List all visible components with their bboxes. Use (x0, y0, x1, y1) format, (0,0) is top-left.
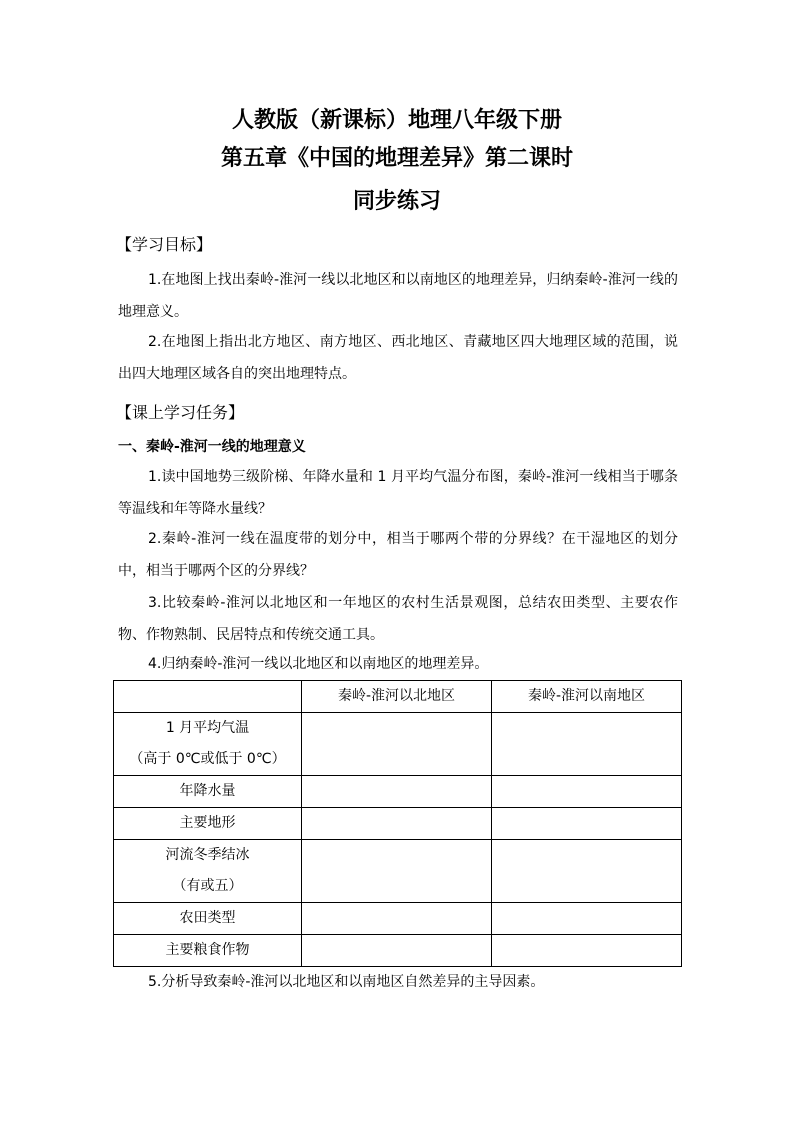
objective-2: 2.在地图上指出北方地区、南方地区、西北地区、青藏地区四大地理区域的范围，说出四大地理区域各自的突出地理特点。 (118, 334, 678, 382)
row-label-precipitation: 年降水量 (114, 776, 302, 808)
row-label-landform: 主要地形 (114, 808, 302, 840)
answer-cell[interactable] (302, 713, 492, 776)
section-heading: 一、秦岭-淮河一线的地理意义 (118, 439, 306, 455)
doc-title-line1: 人教版（新课标）地理八年级下册 (231, 108, 562, 133)
table-row (114, 808, 682, 840)
row-label-line: 河流冬季结冰 (165, 847, 250, 863)
table-row (114, 776, 682, 808)
table-corner-cell (114, 681, 302, 713)
row-label-river-ice (114, 840, 302, 903)
row-label-farmland: 农田类型 (114, 903, 302, 935)
column-header-north: 秦岭-淮河以北地区 (302, 681, 492, 713)
objective-1: 1.在地图上找出秦岭-淮河一线以北地区和以南地区的地理差异，归纳秦岭-淮河一线的地理意义。 (118, 272, 678, 320)
row-label-crops: 主要粮食作物 (114, 935, 302, 967)
doc-title-line3: 同步练习 (352, 189, 441, 214)
table-header-row (114, 681, 682, 713)
row-label-line: （高于 0℃或低于 0℃） (129, 751, 286, 767)
row-label-january-temp (114, 713, 302, 776)
tasks-heading: 【课上学习任务】 (116, 403, 245, 422)
question-3: 3.比较秦岭-淮河以北地区和一年地区的农村生活景观图，总结农田类型、主要农作物、作物熟制、民居特点和传统交通工具。 (118, 595, 678, 643)
doc-title-line2: 第五章《中国的地理差异》第二课时 (220, 146, 573, 171)
answer-cell[interactable] (492, 808, 682, 840)
question-4: 4.归纳秦岭-淮河一线以北地区和以南地区的地理差异。 (148, 656, 489, 672)
question-5: 5.分析导致秦岭-淮河以北地区和以南地区自然差异的主导因素。 (148, 974, 545, 990)
table-row (114, 903, 682, 935)
comparison-table (113, 680, 682, 967)
answer-cell[interactable] (302, 840, 492, 903)
answer-cell[interactable] (492, 776, 682, 808)
answer-cell[interactable] (492, 713, 682, 776)
answer-cell[interactable] (492, 935, 682, 967)
row-label-line: 1 月平均气温 (165, 720, 250, 736)
answer-cell[interactable] (492, 840, 682, 903)
answer-cell[interactable] (302, 903, 492, 935)
column-header-south: 秦岭-淮河以南地区 (492, 681, 682, 713)
answer-cell[interactable] (302, 776, 492, 808)
answer-cell[interactable] (492, 903, 682, 935)
table-row (114, 840, 682, 903)
question-1: 1.读中国地势三级阶梯、年降水量和 1 月平均气温分布图，秦岭-淮河一线相当于哪条等温线和年等降水量线？ (118, 469, 678, 517)
answer-cell[interactable] (302, 935, 492, 967)
question-2: 2.秦岭-淮河一线在温度带的划分中，相当于哪两个带的分界线？在干湿地区的划分中，相当于哪两个区的分界线？ (118, 531, 678, 579)
objectives-heading: 【学习目标】 (116, 235, 213, 254)
answer-cell[interactable] (302, 808, 492, 840)
table-row (114, 713, 682, 776)
row-label-line: （有或五） (172, 878, 243, 894)
table-row (114, 935, 682, 967)
